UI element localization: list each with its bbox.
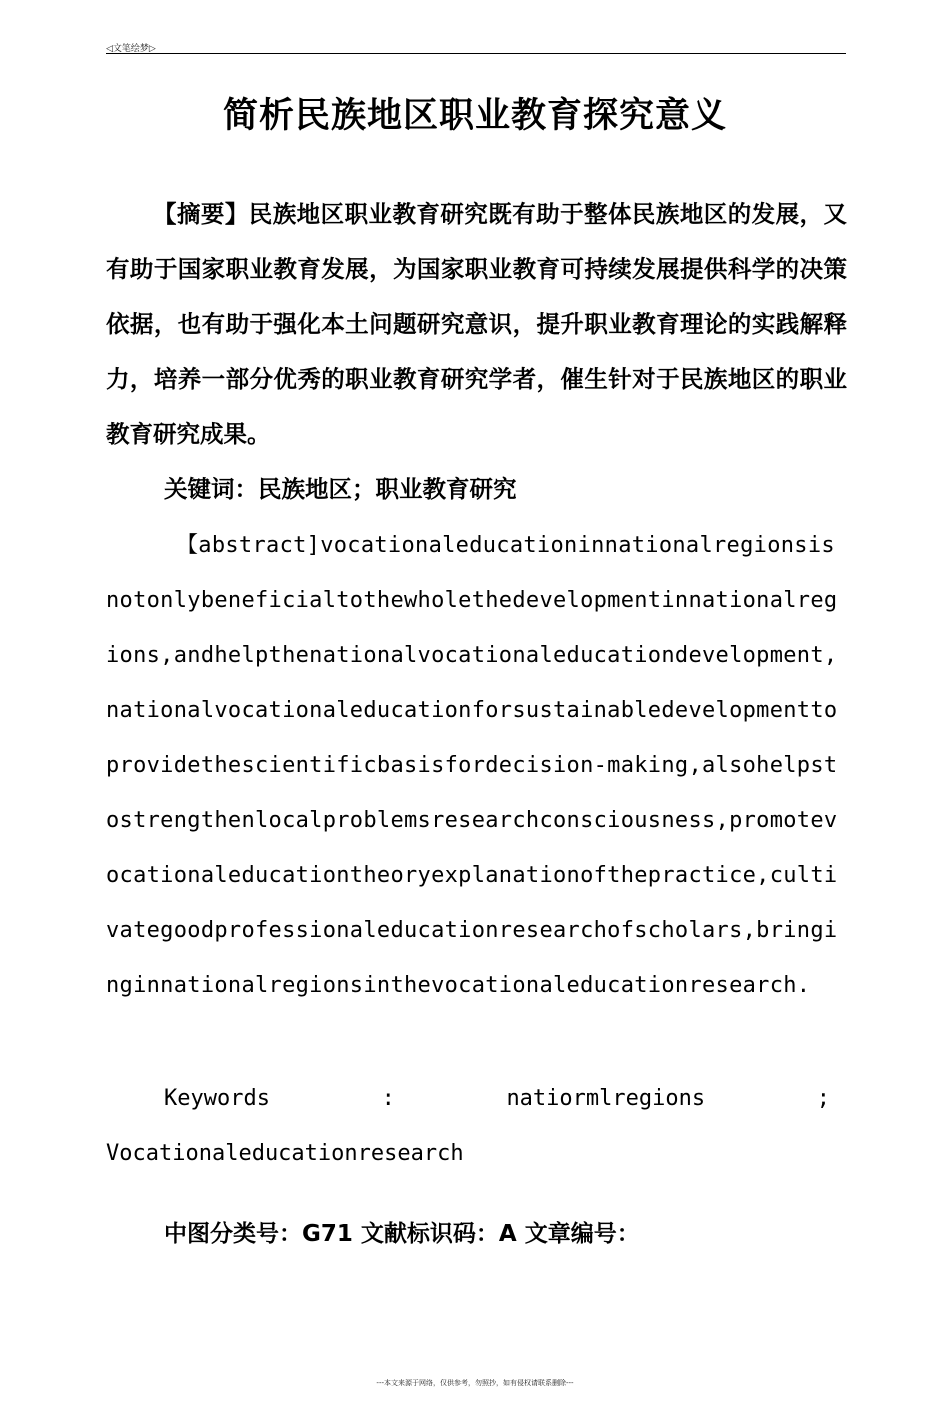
keywords-english-line <box>164 1071 830 1126</box>
document-title: 简析民族地区职业教育探究意义 <box>222 96 727 136</box>
keywords-english-label: Keywords <box>164 1086 270 1111</box>
abstract-chinese: 【摘要】民族地区职业教育研究既有助于整体民族地区的发展，又有助于国家职业教育发展，为国家职业教育可持续发展提供科学的决策依据，也有助于强化本土问题研究意识，提升职业教育理论的实践解释力，培养一部分优秀的职业教育研究学者，催生针对于民族地区的职业教育研究成果。 <box>106 200 847 448</box>
classification-line: 中图分类号：G71 文献标识码：A 文章编号： <box>164 1221 640 1247</box>
header-divider <box>106 53 846 54</box>
keywords-english-term-2: Vocationaleducationresearch <box>106 1141 464 1166</box>
keywords-english-term-1: natiormlregions <box>506 1086 706 1111</box>
keywords-english-colon: : <box>381 1086 395 1111</box>
keywords-english-separator: ; <box>816 1086 830 1111</box>
footer-disclaimer: ---本文来源于网络，仅供参考，勿照抄，如有侵权请联系删除--- <box>376 1379 574 1387</box>
keywords-chinese: 关键词：民族地区；职业教育研究 <box>164 475 517 503</box>
header-mark: ◁文笔绘梦▷ <box>106 44 156 54</box>
abstract-english: 【abstract]vocationaleducationinnationalregionsisnotonlybeneficialtothewholethedevelopmentinnationalregions,andhelpthenationalvocationaleducationdevelopment,nationalvocationaleducationforsustainabledevelopmenttoprovidethescientificbasisfordecision-making,alsohelpstostrengthenlocalproblemsresearchconsciousness,promotevocationaleducationtheoryexplanationofthepractice,cultivategoodprofessionaleducationresearchofscholars,bringinginnationalregionsinthevocationaleducationresearch. <box>106 533 838 998</box>
